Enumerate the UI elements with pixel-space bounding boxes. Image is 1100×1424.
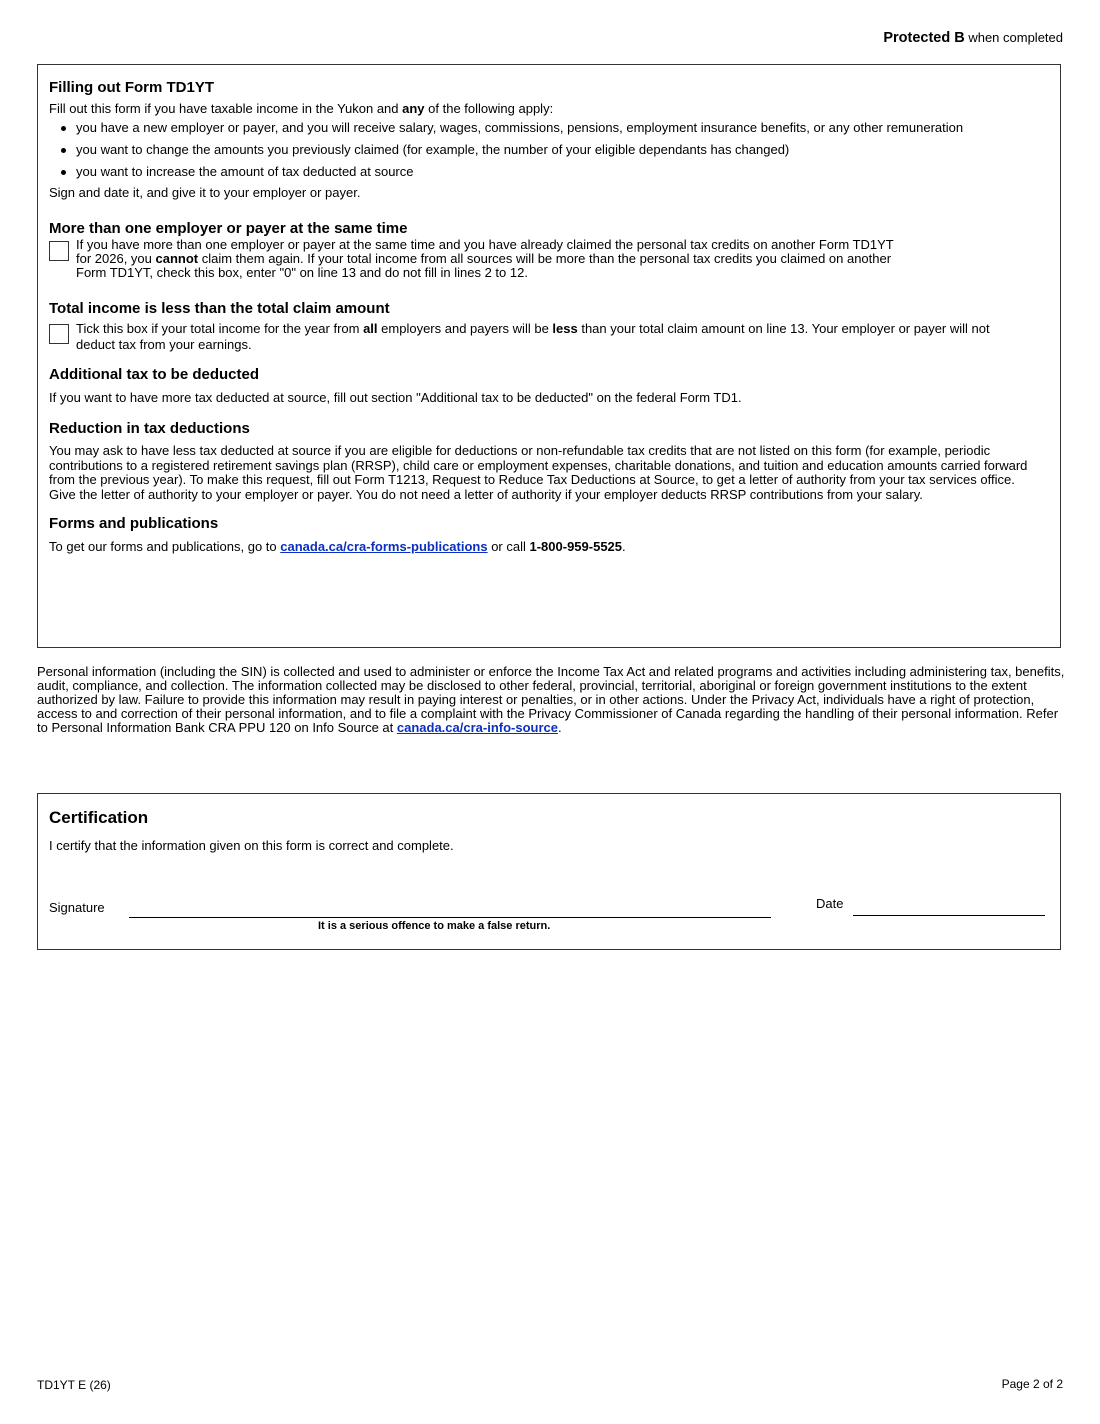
- signature-label: Signature: [49, 900, 105, 915]
- more-than-one-checkbox[interactable]: [49, 241, 69, 261]
- info-source-link[interactable]: canada.ca/cra-info-source: [396, 720, 558, 735]
- forms-title: Forms and publications: [49, 515, 219, 532]
- more-than-one-text: If you have more than one employer or payer at the same time and you have already claimed the personal tax credits on another Form TD1YT for 2026, you cannot claim them again. If your total income from all sources will be more than the personal tax credits you claimed on another Form TD1YT, check this box, enter "0" on line 13 and do not fill in lines 2 to 12.: [76, 237, 894, 280]
- list-item: you want to change the amounts you previously claimed (for example, the number of your eligible dependants has changed): [76, 142, 1049, 157]
- certification-box: [37, 793, 1061, 950]
- list-item: you have a new employer or payer, and you will receive salary, wages, commissions, pensions, employment insurance benefits, or any other remuneration: [76, 120, 1049, 135]
- reduction-text: You may ask to have less tax deducted at source if you are eligible for deductions or non-refundable tax credits that are not listed on this form (for example, periodic contributions to a registered retirement savings plan (RRSP), child care or employment expenses, charitable donations, and tuition and education amounts carried forward from the previous year). To make this request, fill out Form T1213, Request to Reduce Tax Deductions at Source, to get a letter of authority from your tax services office. Give the letter of authority to your employer or payer. You do not need a letter of authority if your employer deducts RRSP contributions from your salary.: [49, 443, 1028, 502]
- total-income-checkbox[interactable]: [49, 324, 69, 344]
- certification-text: I certify that the information given on this form is correct and complete.: [49, 838, 454, 853]
- filling-out-intro: Fill out this form if you have taxable income in the Yukon and any of the following apply:: [49, 101, 554, 116]
- forms-publications-link[interactable]: canada.ca/cra-forms-publications: [280, 539, 488, 554]
- additional-tax-title: Additional tax to be deducted: [49, 366, 260, 383]
- privacy-notice: Personal information (including the SIN) is collected and used to administer or enforce the Income Tax Act and related programs and activities including administering tax, benefits, audit, compliance, and collection. The information collected may be disclosed to other federal, provincial, territorial, aboriginal or foreign government institutions to the extent authorized by law. Failure to provide this information may result in paying interest or penalties, or in other actions. Under the Privacy Act, individuals have a right of protection, access to and correction of their personal information, and to file a complaint with the Privacy Commissioner of Canada regarding the handling of their personal information. Refer to Personal Information Bank CRA PPU 120 on Info Source at canada.ca/cra-info-source.: [37, 664, 1065, 735]
- signature-field[interactable]: [129, 917, 771, 918]
- list-item: you want to increase the amount of tax deducted at source: [76, 164, 1049, 179]
- page-number: Page 2 of 2: [1001, 1377, 1063, 1391]
- conditions-list: [49, 120, 1049, 179]
- form-code: TD1YT E (26): [37, 1378, 111, 1392]
- instructions-box: [37, 64, 1061, 648]
- filling-out-title: Filling out Form TD1YT: [49, 79, 214, 96]
- reduction-title: Reduction in tax deductions: [49, 420, 250, 437]
- total-income-text: Tick this box if your total income for the year from all employers and payers will be less than your total claim amount on line 13. Your employer or payer will not deduct tax from your earnings.: [76, 321, 990, 352]
- total-income-title: Total income is less than the total claim amount: [49, 300, 390, 317]
- more-than-one-title: More than one employer or payer at the same time: [49, 220, 408, 237]
- protected-label: Protected B when completed: [883, 30, 1063, 46]
- date-field[interactable]: [853, 915, 1045, 916]
- offence-warning: It is a serious offence to make a false return.: [318, 920, 551, 932]
- sign-instruction: Sign and date it, and give it to your employer or payer.: [49, 185, 361, 200]
- date-label: Date: [816, 896, 844, 911]
- forms-text: To get our forms and publications, go to canada.ca/cra-forms-publications or call 1-800-959-5525.: [49, 539, 626, 554]
- additional-tax-text: If you want to have more tax deducted at source, fill out section "Additional tax to be deducted" on the federal Form TD1.: [49, 390, 742, 405]
- certification-title: Certification: [49, 808, 149, 827]
